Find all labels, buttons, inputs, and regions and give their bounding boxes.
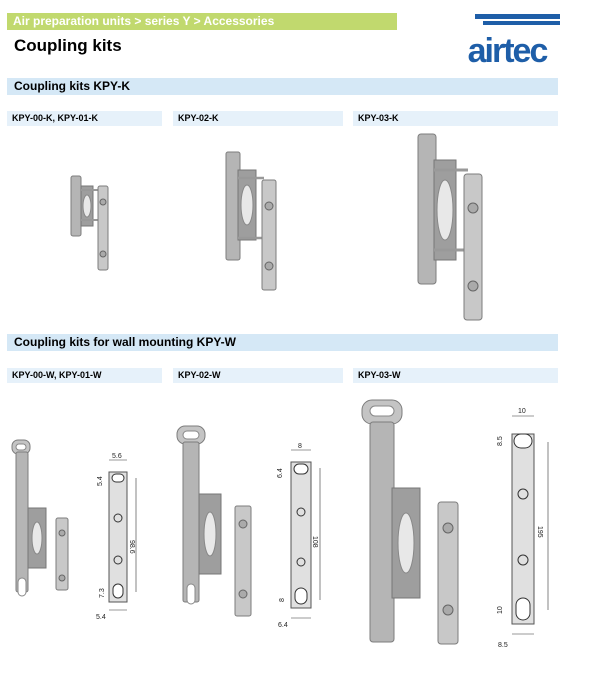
dim-top-height-03w: 8.5 — [497, 436, 504, 446]
page-title: Coupling kits — [14, 36, 122, 55]
kpy-03-w-drawing — [488, 402, 558, 652]
product-label-kpy-00-k: KPY-00-K, KPY-01-K — [7, 111, 162, 126]
product-label-kpy-03-k: KPY-03-K — [353, 111, 558, 126]
kpy-00-w-image — [10, 438, 72, 600]
section-title-kpy-k: Coupling kits KPY-K — [7, 78, 558, 95]
kpy-02-w-drawing — [272, 440, 327, 630]
product-label-kpy-03-w: KPY-03-W — [353, 368, 558, 383]
product-label-kpy-02-w: KPY-02-W — [173, 368, 343, 383]
kpy-02-k-image — [220, 150, 280, 295]
kpy-03-w-image — [358, 398, 463, 648]
dim-length-02w: 108 — [311, 536, 318, 548]
kpy-00-w-drawing — [92, 452, 142, 622]
dim-slot-03w: 10 — [497, 606, 504, 614]
dim-length-03w: 195 — [536, 526, 543, 538]
airtec-logo — [455, 14, 560, 66]
breadcrumb: Air preparation units > series Y > Accessories — [7, 13, 397, 30]
product-label-kpy-02-k: KPY-02-K — [173, 111, 343, 126]
dim-bottom-width-02w: 6.4 — [278, 622, 288, 629]
kpy-00-k-image — [65, 172, 115, 272]
kpy-03-k-image — [412, 130, 492, 325]
product-label-kpy-00-w: KPY-00-W, KPY-01-W — [7, 368, 162, 383]
dim-top-height-02w: 6.4 — [277, 468, 284, 478]
logo-text: airtec — [467, 32, 547, 66]
kpy-02-w-image — [175, 424, 255, 619]
section-title-kpy-w: Coupling kits for wall mounting KPY-W — [7, 334, 558, 351]
dim-top-width-02w: 8 — [298, 443, 302, 450]
dim-slot-00w: 7.3 — [99, 588, 106, 598]
dim-top-width-00w: 5.6 — [112, 453, 122, 460]
dim-top-height-00w: 5.4 — [97, 476, 104, 486]
dim-bottom-width-03w: 8.5 — [498, 642, 508, 649]
dim-bottom-width-00w: 5.4 — [96, 614, 106, 621]
dim-slot-02w: 8 — [279, 598, 286, 602]
dim-length-00w: 98.6 — [128, 540, 135, 554]
dim-top-width-03w: 10 — [518, 408, 526, 415]
